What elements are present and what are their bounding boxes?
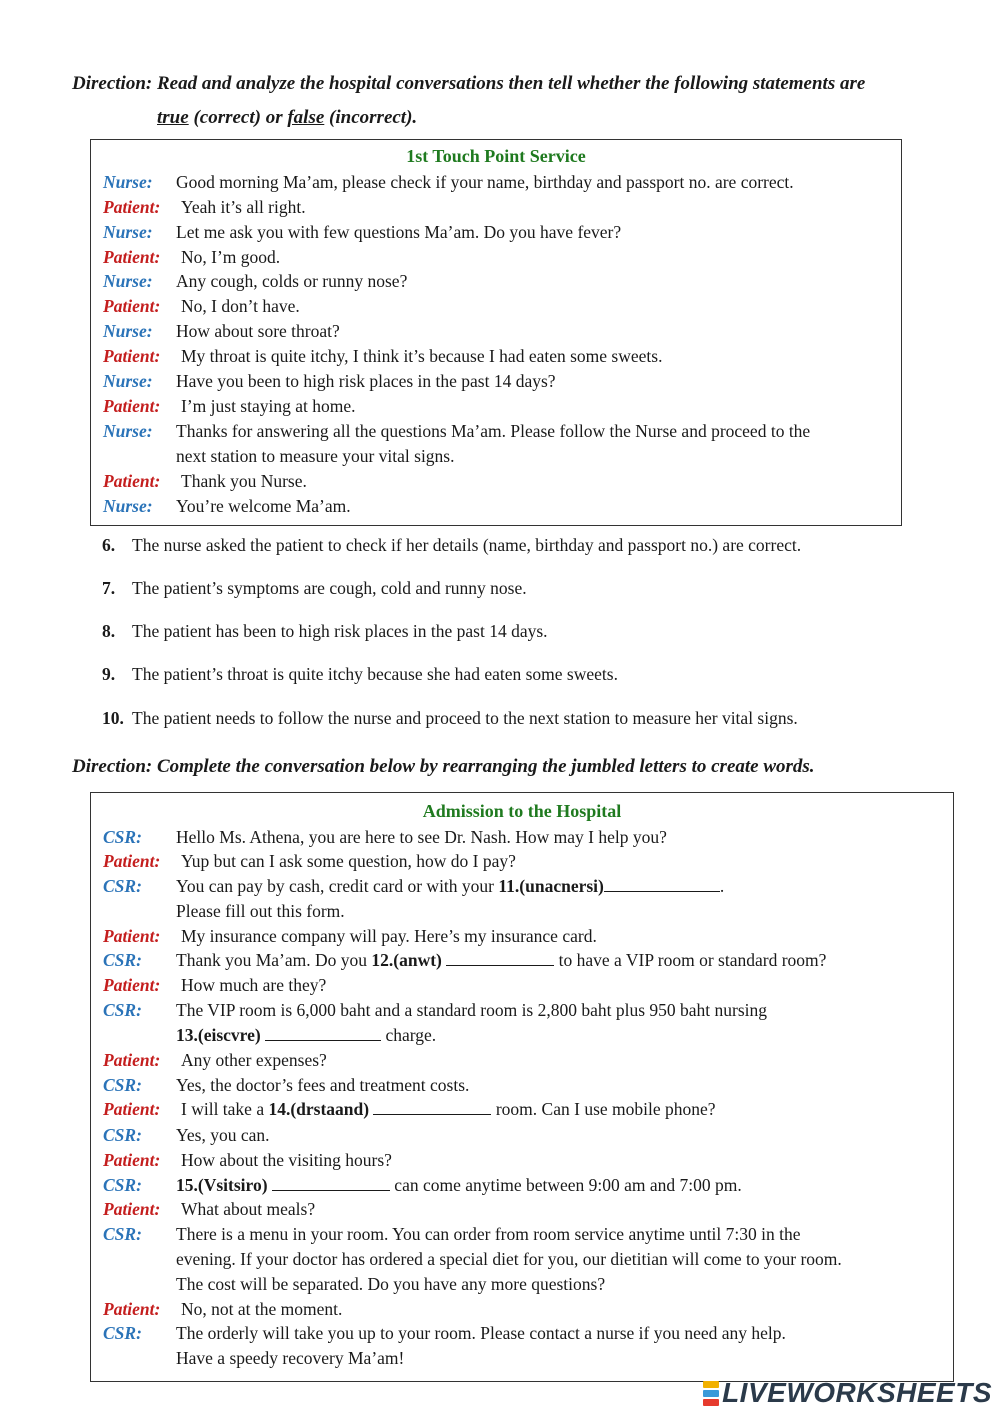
answer-blank-14[interactable] — [373, 1100, 491, 1115]
conversation-box-2: Admission to the Hospital CSR: Hello Ms. Athena, you are here to see Dr. Nash. How may I help you? Patient: Yup but can I ask some question, how do I pay? CSR: You can pay by cash, credit card or with your 11.(unacnersi) . Please fill out this form. Patient: My insurance company will pay. Here’s my insurance card. CSR: Thank you Ma’am. Do you 12.(anwt) to have a VIP room or standard room? Patient: How much are they? CSR: The VIP room is 6,000 baht and a standard room is 2,800 baht plus 950 baht nursing 13.(eiscvre) charge. Patient: Any other expenses? CSR: Yes, the doctor’s fees and treatment costs. Patient: I will take a 14.(drstaand) room. Can I use mobile phone? CSR: Yes, you can. Patient: How about the visiting hours? CSR: 15.(Vsitsiro) can come anytime between 9:00 am and 7:00 pm. Patient: What about meals? CSR: There is a menu in your room. You can order from room service anytime until 7:30 in the evening. If your doctor has ordered a special diet for you, our dietitian will come to your room. The cost will be separated. Do you have any more questions? Patient: No, not at the moment. CSR: The orderly will take you up to your room. Please contact a nurse if you need any help. Have a speedy recovery Ma’am! — [90, 792, 954, 1382]
answer-blank-13[interactable] — [265, 1026, 381, 1041]
direction-1-cont: true (correct) or false (incorrect). — [157, 107, 418, 128]
statement-10[interactable]: 10. The patient needs to follow the nurse and proceed to the next station to measure her vital signs. — [102, 708, 798, 728]
box-1-title: 1st Touch Point Service — [406, 146, 586, 166]
statement-7[interactable]: 7. The patient’s symptoms are cough, cold and runny nose. — [102, 578, 527, 598]
brand-name: LIVEWORKSHEETS — [722, 1377, 992, 1408]
answer-blank-11[interactable] — [604, 877, 720, 892]
conversation-box-1: 1st Touch Point Service Nurse: Good morning Ma’am, please check if your name, birthday and passport no. are correct. Patient: Yeah it’s all right. Nurse: Let me ask you with few questions Ma’am. Do you have fever? Patient: No, I’m good. Nurse: Any cough, colds or runny nose? Patient: No, I don’t have. Nurse: How about sore throat? Patient: My throat is quite itchy, I think it’s because I had eaten some sweets. Nurse: Have you been to high risk places in the past 14 days? Patient: I’m just staying at home. Nurse: Thanks for answering all the questions Ma’am. Please follow the Nurse and proceed to the next station to measure your vital signs. Patient: Thank you Nurse. Nurse: You’re welcome Ma’am. — [90, 139, 902, 526]
false-word: false — [287, 107, 325, 128]
direction-2: Direction: Complete the conversation below by rearranging the jumbled letters to create words. — [72, 756, 815, 777]
liveworksheets-logo — [703, 1377, 992, 1409]
statement-8[interactable]: 8. The patient has been to high risk places in the past 14 days. — [102, 621, 548, 641]
answer-blank-15[interactable] — [272, 1176, 390, 1191]
statement-6[interactable]: 6. The nurse asked the patient to check if her details (name, birthday and passport no.) are correct. — [102, 535, 802, 555]
logo-mark-icon — [703, 1380, 719, 1407]
true-word: true — [157, 107, 189, 128]
statement-9[interactable]: 9. The patient’s throat is quite itchy because she had eaten some sweets. — [102, 664, 618, 684]
box-2-title: Admission to the Hospital — [422, 801, 622, 821]
direction-1: Direction: Read and analyze the hospital conversations then tell whether the following statements are — [72, 73, 866, 94]
answer-blank-12[interactable] — [446, 951, 554, 966]
